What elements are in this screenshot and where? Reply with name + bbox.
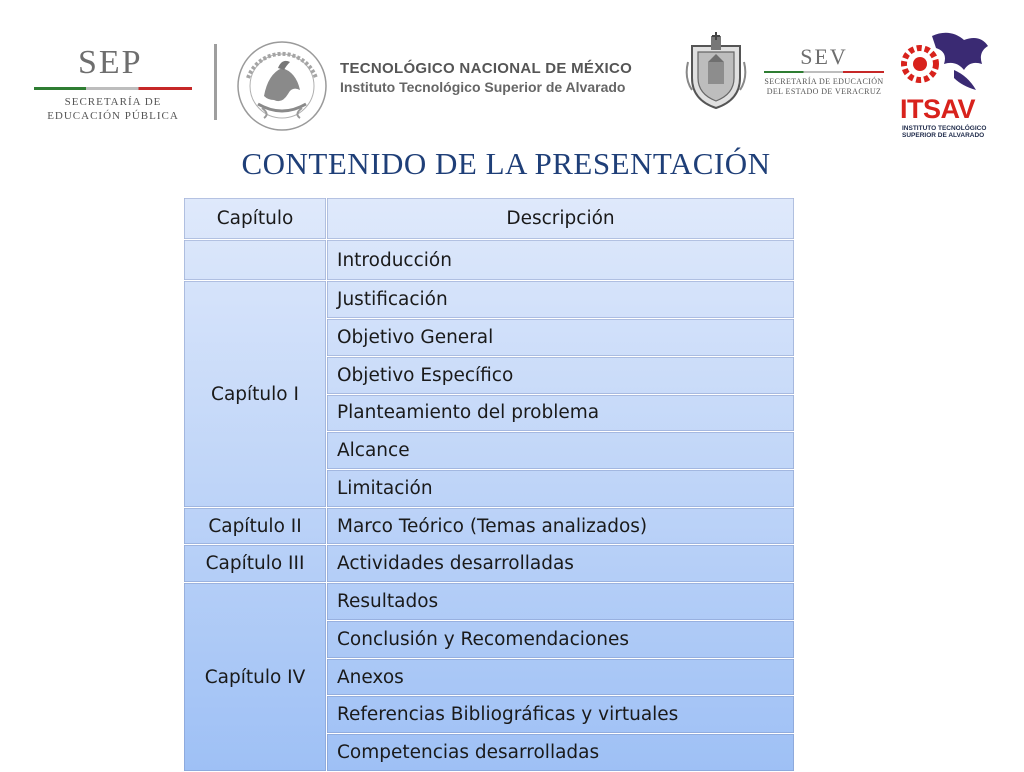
contents-table (183, 197, 795, 772)
description-cell: Planteamiento del problema (327, 394, 795, 432)
description-cell: Marco Teórico (Temas analizados) (327, 507, 795, 545)
table-row (184, 507, 795, 545)
description-cell: Resultados (327, 583, 795, 621)
mexico-coat-of-arms-icon (234, 38, 330, 134)
description-cell: Alcance (327, 432, 795, 470)
description-cell: Justificación (327, 281, 795, 319)
description-cell: Competencias desarrolladas (327, 734, 795, 772)
description-cell: Anexos (327, 658, 795, 696)
sev-logo (760, 44, 888, 104)
header-chapter: Capítulo (184, 198, 327, 240)
sev-logo-line2: DEL ESTADO DE VERACRUZ (766, 87, 882, 96)
description-cell: Actividades desarrolladas (327, 545, 795, 583)
tecnm-name: TECNOLÓGICO NACIONAL DE MÉXICO (340, 60, 633, 77)
itsav-logo-abbr: ITSAV (900, 94, 976, 124)
institute-name: Instituto Tecnológico Superior de Alvarado (340, 79, 626, 95)
itsav-logo-line2: SUPERIOR DE ALVARADO (902, 132, 985, 139)
chapter-cell: Capítulo I (184, 281, 327, 507)
tecnm-heading (340, 60, 670, 95)
itsav-logo-line1: INSTITUTO TECNOLÓGICO (902, 125, 987, 132)
header-description: Descripción (327, 198, 795, 240)
sep-logo-tricolor-line (34, 87, 192, 90)
description-cell: Conclusión y Recomendaciones (327, 620, 795, 658)
chapter-cell: Capítulo IV (184, 583, 327, 772)
header-divider (214, 44, 217, 120)
description-cell: Objetivo General (327, 319, 795, 357)
sev-logo-line1: SECRETARÍA DE EDUCACIÓN (764, 77, 884, 86)
page-title: CONTENIDO DE LA PRESENTACIÓN (241, 146, 771, 181)
table-header-row (184, 198, 795, 240)
table-row (184, 583, 795, 621)
veracruz-coat-of-arms-icon (684, 32, 748, 112)
sep-logo-line1: SECRETARÍA DE (64, 96, 162, 108)
table-row (184, 240, 795, 281)
sev-logo-tricolor-line (764, 71, 884, 73)
sep-logo-abbr: SEP (78, 44, 143, 81)
chapter-cell: Capítulo III (184, 545, 327, 583)
table-row (184, 281, 795, 319)
sep-logo (28, 44, 198, 124)
chapter-cell (184, 240, 327, 281)
table-row (184, 545, 795, 583)
sev-logo-abbr: SEV (800, 44, 848, 69)
sep-logo-line2: EDUCACIÓN PÚBLICA (47, 110, 179, 122)
description-cell: Objetivo Específico (327, 356, 795, 394)
description-cell: Referencias Bibliográficas y virtuales (327, 696, 795, 734)
chapter-cell: Capítulo II (184, 507, 327, 545)
itsav-emblem-icon (898, 30, 994, 96)
itsav-logo (898, 30, 994, 138)
description-cell: Introducción (327, 240, 795, 281)
description-cell: Limitación (327, 469, 795, 507)
